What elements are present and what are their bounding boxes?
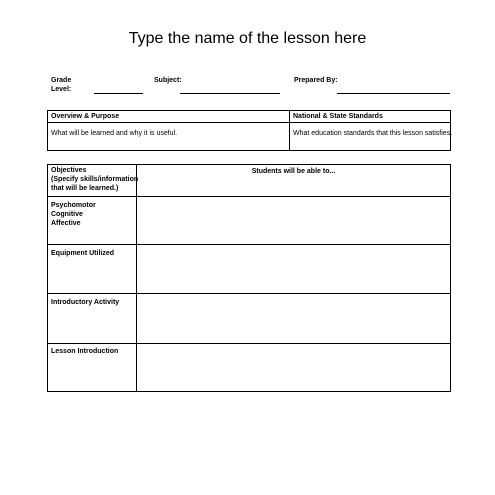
grade-label-line2: Level: (51, 86, 72, 93)
introductory-activity-row-label: Introductory Activity (51, 299, 120, 306)
standards-text[interactable]: What education standards that this lesson satisfies. (293, 130, 453, 137)
grade-label-line1: Grade (51, 77, 72, 84)
overview-heading: Overview & Purpose (51, 113, 120, 120)
lesson-introduction-row-label: Lesson Introduction (51, 348, 119, 355)
overview-standards-divider (289, 110, 290, 151)
objectives-header-line1: Objectives (51, 167, 87, 174)
lesson-introduction-row-cell[interactable] (138, 345, 449, 390)
lesson-plan-row-divider (47, 196, 451, 197)
domains-label-line1: Psychomotor (51, 202, 96, 209)
objectives-header-line3: that will be learned.) (51, 185, 119, 192)
objectives-header-line2: (Specify skills/information (51, 176, 139, 183)
domains-label-line2: Cognitive (51, 211, 83, 218)
domains-row-label (51, 201, 96, 228)
lesson-title: Type the name of the lesson here (128, 30, 367, 47)
students-able-to-header: Students will be able to... (251, 168, 336, 175)
standards-heading: National & State Standards (293, 113, 383, 120)
grade-level-label (51, 76, 71, 94)
subject-label: Subject: (154, 77, 182, 84)
overview-standards-header-divider (47, 122, 451, 123)
domains-label-line3: Affective (51, 220, 81, 227)
grade-level-field[interactable] (94, 93, 143, 94)
lesson-plan-column-divider (136, 164, 137, 392)
objectives-header (51, 166, 138, 193)
equipment-row-cell[interactable] (138, 246, 449, 292)
equipment-row-label: Equipment Utilized (51, 250, 114, 257)
introductory-activity-row-cell[interactable] (138, 295, 449, 342)
overview-text[interactable]: What will be learned and why it is useful. (51, 130, 178, 137)
lesson-plan-row-divider (47, 244, 451, 245)
domains-row-cell[interactable] (138, 198, 449, 243)
lesson-plan-row-divider (47, 343, 451, 344)
prepared-by-label: Prepared By: (294, 77, 338, 84)
lesson-plan-row-divider (47, 293, 451, 294)
prepared-by-field[interactable] (337, 93, 450, 94)
subject-field[interactable] (180, 93, 280, 94)
